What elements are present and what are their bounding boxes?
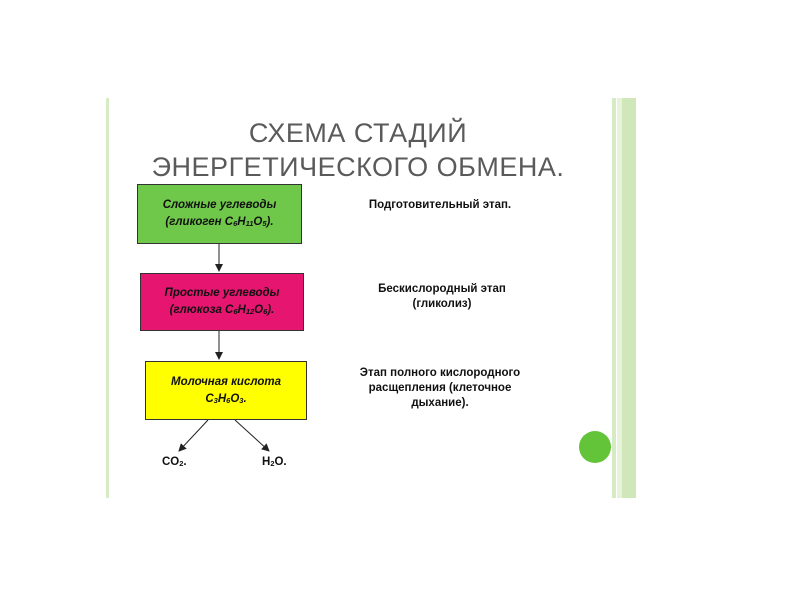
product-h2o: $H_2O$. xyxy=(262,456,287,468)
box-3-line-1: Молочная кислота xyxy=(171,375,281,388)
arrow-to-h2o xyxy=(235,420,269,451)
arrow-to-co2 xyxy=(179,420,208,451)
title-line-1: СХЕМА СТАДИЙ xyxy=(248,118,468,148)
box-1-line-1: Сложные углеводы xyxy=(162,199,277,211)
stage-label-preparatory: Подготовительный этап. xyxy=(368,199,512,211)
box-complex-carbohydrates xyxy=(137,184,302,244)
box-3-line-2: $C_3H_6O_3$. xyxy=(205,392,247,405)
stage-label-aerobic: Этап полного кислородного расщепления (клеточное дыхание). xyxy=(359,367,521,409)
product-co2: $CO_2$. xyxy=(162,456,187,468)
box-2-line-2: (глюкоза $C_6H_{12}O_6$). xyxy=(169,304,275,316)
box-2-line-1: Простые углеводы xyxy=(164,287,280,299)
box-simple-carbohydrates xyxy=(140,273,304,331)
decor-green-dot xyxy=(579,431,611,463)
box-1-line-2: (гликоген $C_6H_{11}O_5$). xyxy=(165,216,274,228)
stage-label-anaerobic: Бескислородный этап (гликолиз) xyxy=(378,283,506,310)
title-line-2: ЭНЕРГЕТИЧЕСКОГО ОБМЕНА. xyxy=(151,152,565,182)
box-lactic-acid xyxy=(145,361,307,420)
